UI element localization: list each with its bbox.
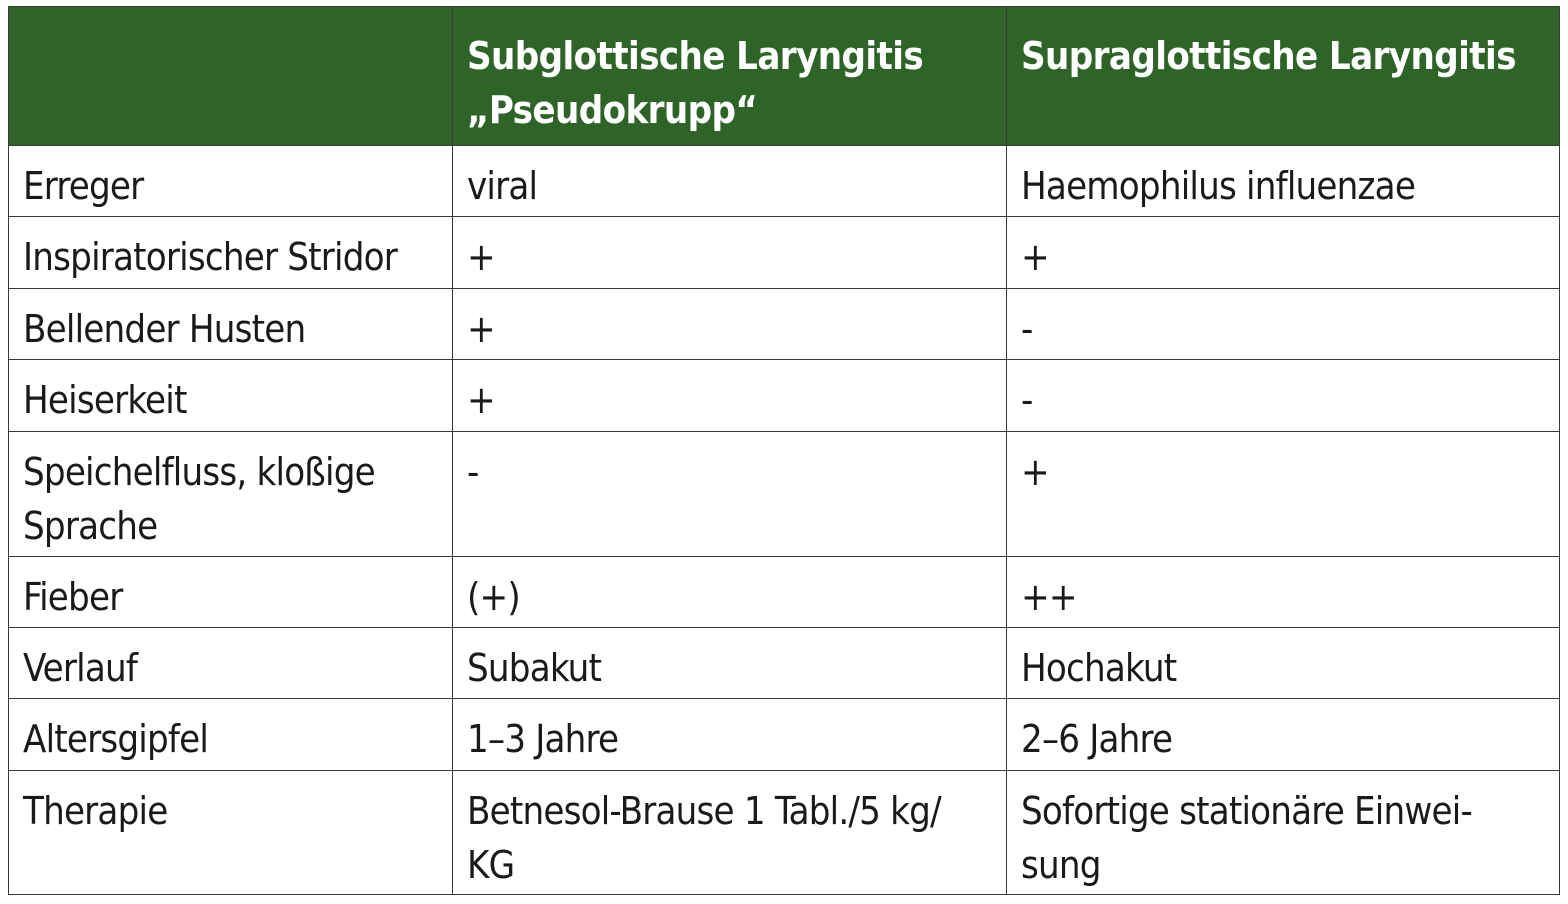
row-label-line: Speichelfluss, kloßige [23,450,375,494]
supraglottic-value: ++ [1007,557,1560,628]
table-header-row [9,7,1560,146]
supraglottic-value: - [1007,289,1560,360]
supraglottic-value: 2–6 Jahre [1007,699,1560,771]
comparison-table-container [8,6,1560,895]
row-label: Fieber [9,557,453,628]
subglottic-value: viral [453,146,1007,217]
supraglottic-value: - [1007,360,1560,432]
subglottic-value-line: KG [467,843,515,887]
subglottic-value: - [453,432,1007,557]
supraglottic-value [1007,771,1560,895]
row-label: Erreger [9,146,453,217]
supraglottic-value-line: sung [1021,843,1101,887]
header-empty-cell [9,7,453,146]
laryngitis-comparison-table [8,6,1560,895]
table-row [9,146,1560,217]
table-row [9,432,1560,557]
supraglottic-value: + [1007,217,1560,289]
table-row [9,699,1560,771]
subglottic-value: + [453,217,1007,289]
row-label: Inspiratorischer Stridor [9,217,453,289]
row-label-line: Sprache [23,504,158,548]
row-label: Therapie [9,771,453,895]
subglottic-value: + [453,289,1007,360]
subglottic-value-line: Betnesol-Brause 1 Tabl./5 kg/ [467,789,941,833]
header-subglottic [453,7,1007,146]
table-row [9,289,1560,360]
table-row [9,557,1560,628]
header-supraglottic: Supraglottische Laryngitis [1007,7,1560,146]
table-row [9,771,1560,895]
subglottic-value: 1–3 Jahre [453,699,1007,771]
row-label: Bellender Husten [9,289,453,360]
subglottic-value [453,771,1007,895]
subglottic-value: + [453,360,1007,432]
header-subglottic-title: Subglottische Laryngitis [467,34,924,78]
row-label [9,432,453,557]
table-row [9,628,1560,699]
row-label: Altersgipfel [9,699,453,771]
supraglottic-value: + [1007,432,1560,557]
row-label: Heiserkeit [9,360,453,432]
header-subglottic-subtitle: „Pseudokrupp“ [467,88,758,132]
table-row [9,217,1560,289]
supraglottic-value: Hochakut [1007,628,1560,699]
table-row [9,360,1560,432]
supraglottic-value: Haemophilus influenzae [1007,146,1560,217]
row-label: Verlauf [9,628,453,699]
subglottic-value: Subakut [453,628,1007,699]
subglottic-value: (+) [453,557,1007,628]
supraglottic-value-line: Sofortige stationäre Einwei- [1021,789,1473,833]
